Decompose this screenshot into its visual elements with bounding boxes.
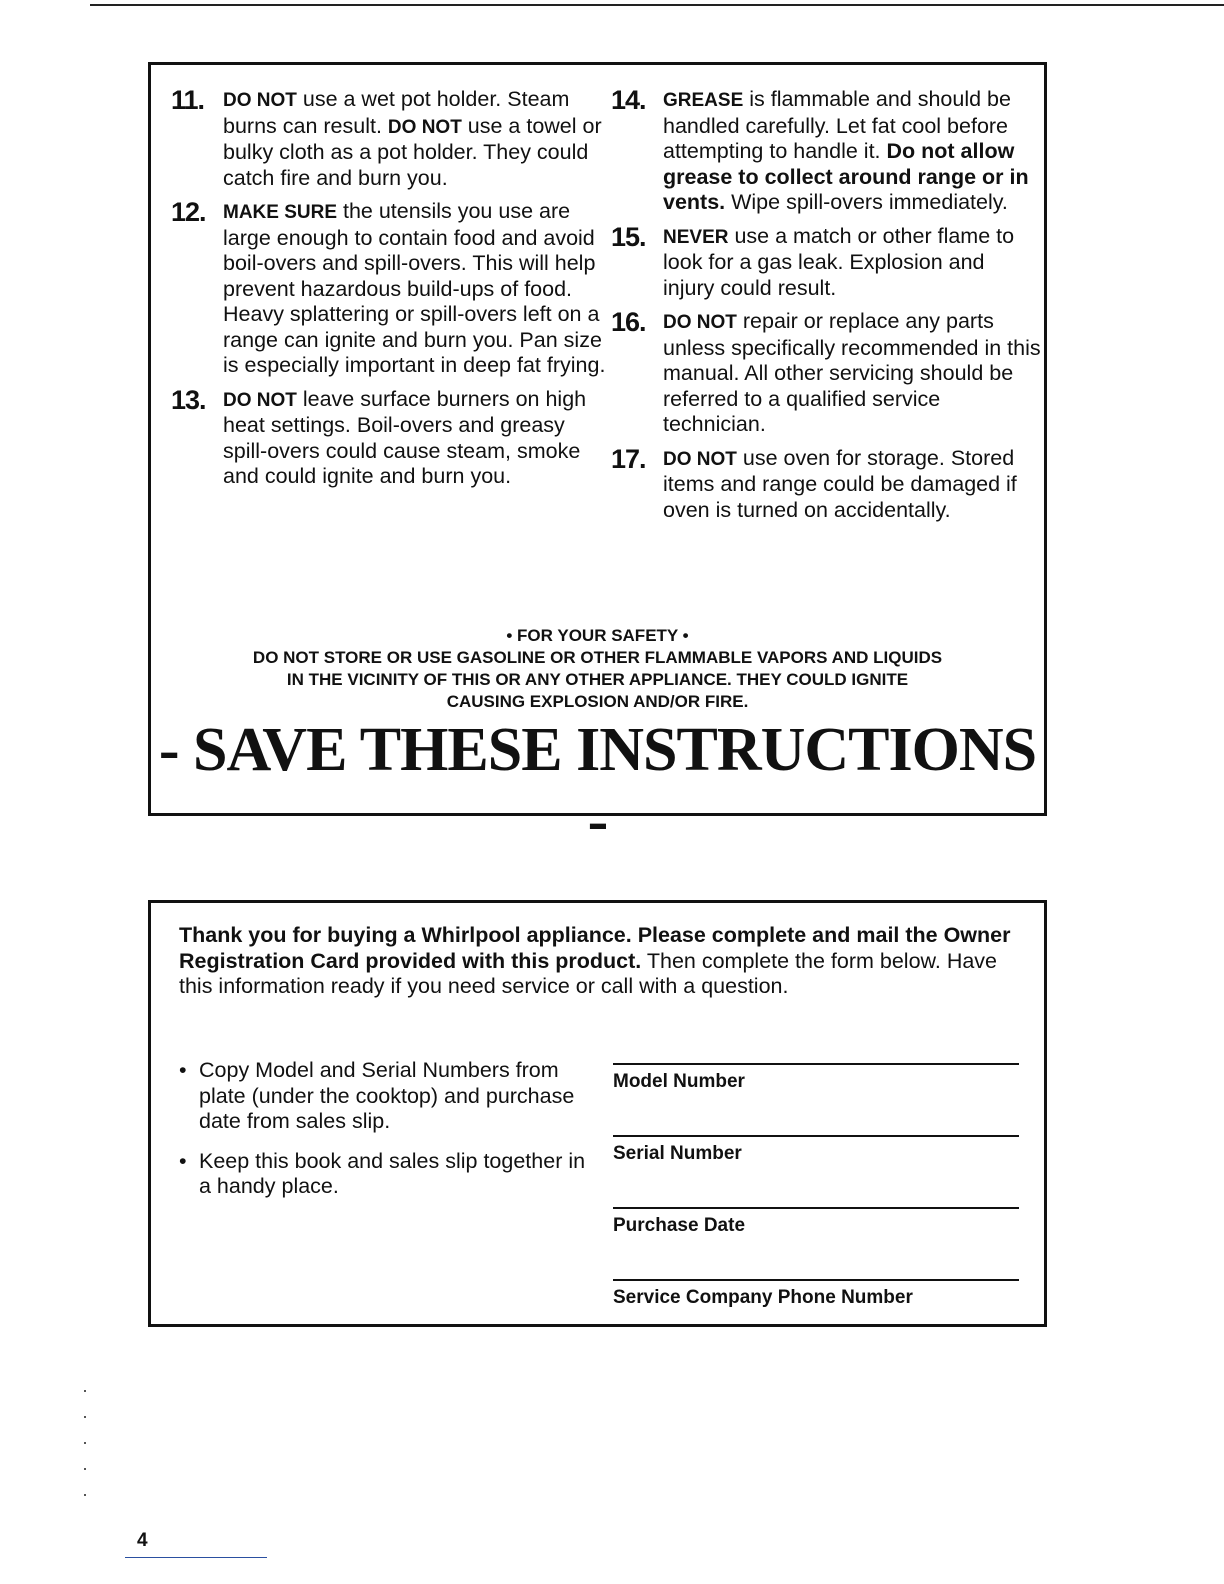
save-instructions-title: - SAVE THESE INSTRUCTIONS - (158, 716, 1037, 855)
safety-item (171, 384, 611, 490)
safety-item-number: 12. (171, 197, 206, 227)
safety-text-run: use a towel or bulky cloth as a pot holder. They could catch fire and burn you. (223, 113, 602, 190)
safety-item (611, 221, 1041, 302)
safety-text-run: use a match or other flame to look for a gas leak. Explosion and injury could result. (663, 223, 1015, 300)
safety-emphasis: DO NOT (663, 448, 737, 470)
safety-item-text (223, 87, 611, 191)
safety-item-number: 14. (611, 85, 646, 115)
safety-item-text (663, 87, 1041, 216)
field-label: Service Company Phone Number (613, 1287, 913, 1308)
safety-notice-line: CAUSING EXPLOSION AND/OR FIRE. (446, 692, 749, 711)
safety-emphasis: MAKE SURE (223, 202, 338, 223)
registration-intro-bold: Thank you for buying a Whirlpool appliance. Please complete and mail the Owner Registration Card provided with this product. (179, 923, 1011, 973)
safety-emphasis: DO NOT (223, 90, 297, 111)
safety-item (171, 87, 611, 191)
safety-text-run: the utensils you use are large enough to contain food and avoid boil-overs and spill-overs. This will help prevent hazardous build-ups of food. Heavy splattering or spill-overs left on a range can ignite and burn you. Pan size is especially important in deep fat frying. (223, 199, 606, 377)
safety-notice-line: IN THE VICINITY OF THIS OR ANY OTHER APPLIANCE. THEY COULD IGNITE (286, 670, 909, 689)
bullet-icon: • (179, 1058, 187, 1082)
safety-instructions-box (148, 62, 1047, 855)
list-item (179, 1058, 589, 1135)
safety-text-run: repair or replace any parts unless specifically recommended in this manual. All other servicing should be referred to a qualified service technician. (663, 309, 1041, 436)
safety-text-run: Wipe spill-overs immediately. (725, 190, 1008, 214)
list-item (179, 1149, 589, 1200)
safety-column-right (611, 87, 1041, 531)
safety-text-run: is flammable and should be handled carefully. Let fat cool before attempting to handle it. (663, 87, 1011, 163)
serial-number-field[interactable] (613, 1135, 1019, 1207)
safety-item-text (663, 309, 1041, 438)
safety-item-number: 17. (611, 443, 646, 474)
safety-item (611, 309, 1041, 438)
safety-emphasis: Do not allow grease to collect around range or in vents. (663, 139, 1029, 214)
safety-item-number: 13. (171, 384, 206, 415)
safety-item-text (663, 446, 1041, 524)
bullet-icon: • (179, 1148, 187, 1173)
registration-intro (179, 923, 1029, 1000)
service-phone-field[interactable] (613, 1279, 1019, 1351)
page-number: 4 (137, 1530, 148, 1551)
safety-item (611, 87, 1041, 216)
field-label: Serial Number (613, 1143, 742, 1164)
safety-notice-heading: • FOR YOUR SAFETY • (506, 626, 689, 645)
safety-item-number: 11. (171, 85, 205, 115)
safety-item (171, 199, 611, 379)
safety-notice-line: DO NOT STORE OR USE GASOLINE OR OTHER FLAMMABLE VAPORS AND LIQUIDS (252, 648, 943, 667)
model-number-field[interactable] (613, 1063, 1019, 1135)
safety-text-run: use a wet pot holder. Steam burns can result. (223, 87, 570, 138)
safety-text-run: use oven for storage. Stored items and range could be damaged if oven is turned on accidentally. (663, 445, 1017, 522)
safety-emphasis: DO NOT (387, 116, 462, 138)
bullet-text: Keep this book and sales slip together in a handy place. (199, 1148, 586, 1198)
safety-text-run: leave surface burners on high heat settings. Boil-overs and greasy spill-overs could cause steam, smoke and could ignite and burn you. (223, 386, 587, 488)
safety-item (611, 443, 1041, 524)
purchase-date-field[interactable] (613, 1207, 1019, 1279)
bullet-text: Copy Model and Serial Numbers from plate (under the cooktop) and purchase date from sales slip. (199, 1058, 575, 1133)
safety-item-text (663, 224, 1041, 302)
margin-marks (84, 1390, 86, 1520)
field-label: Model Number (613, 1071, 745, 1092)
top-rule (90, 4, 1224, 6)
safety-emphasis: DO NOT (223, 389, 297, 411)
safety-column-left (171, 87, 611, 498)
safety-emphasis: GREASE (663, 90, 744, 111)
field-label: Purchase Date (613, 1215, 746, 1236)
registration-box (148, 900, 1047, 1327)
safety-notice (151, 625, 1044, 713)
safety-emphasis: NEVER (663, 226, 729, 248)
safety-item-number: 15. (611, 221, 646, 252)
registration-bullets (179, 1058, 589, 1214)
registration-intro-text: Then complete the form below. Have this information ready if you need service or call with a question. (179, 948, 998, 998)
safety-item-text (223, 199, 611, 379)
safety-item-number: 16. (611, 307, 646, 337)
safety-emphasis: DO NOT (663, 312, 737, 333)
bottom-rule (125, 1557, 267, 1558)
registration-fields (613, 1063, 1019, 1351)
safety-item-text (223, 387, 611, 490)
